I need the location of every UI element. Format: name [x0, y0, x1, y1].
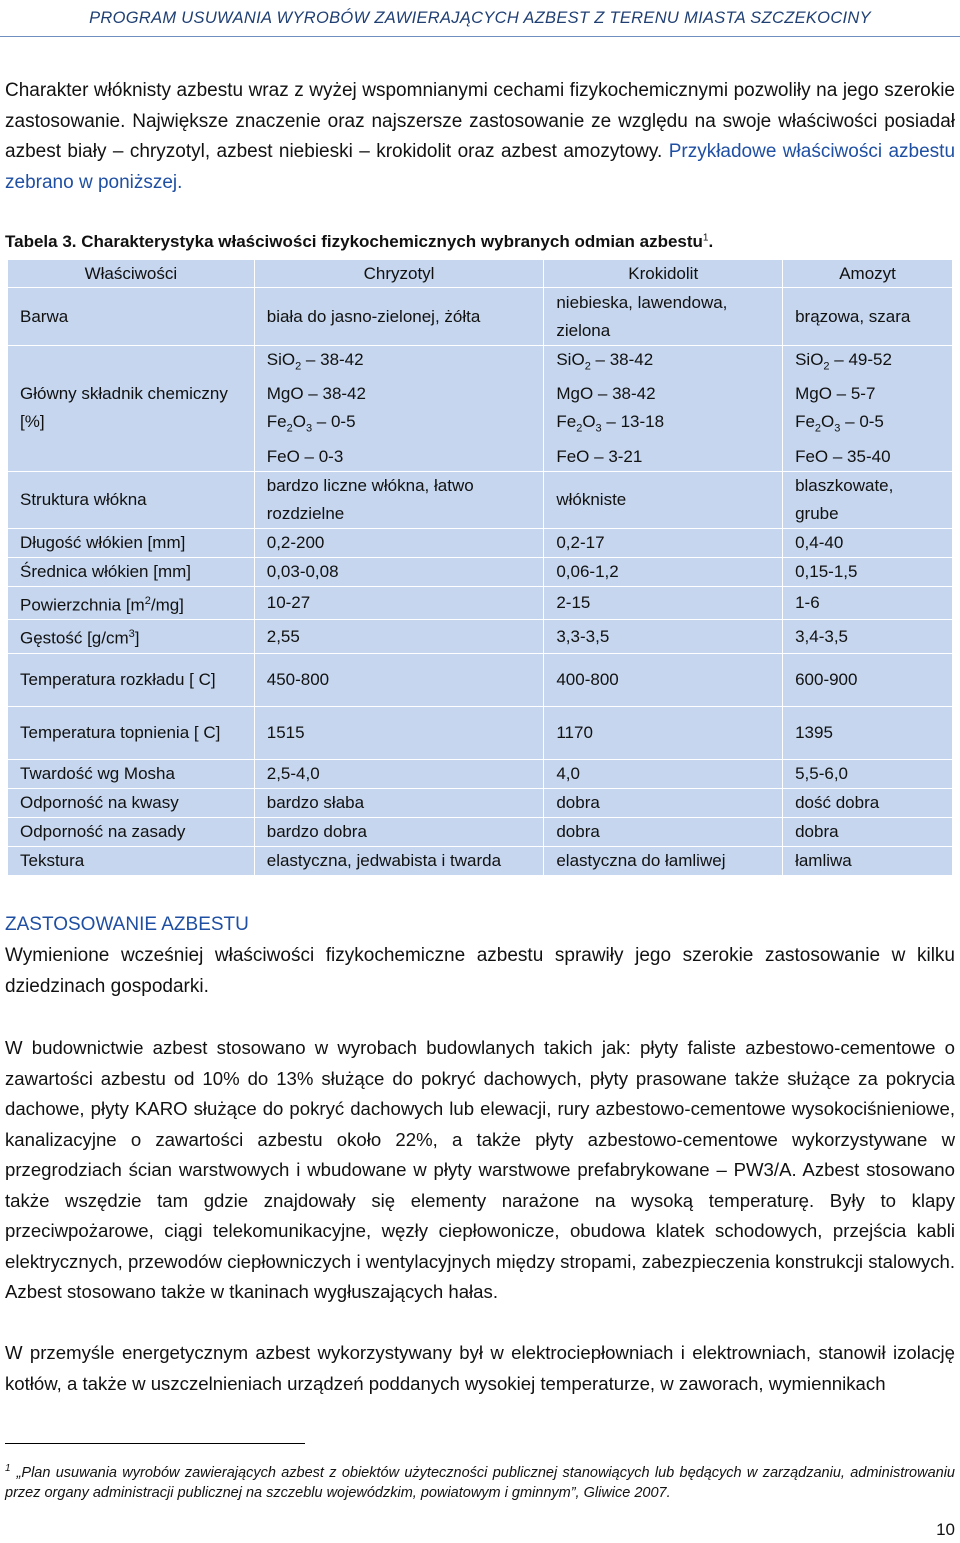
- composition-cell: SiO$_2$ – 49-52 MgO – 5-7 $Fe_2O_3 - 0-5$ FeO – 35-40: [783, 346, 953, 472]
- table-cell: bardzo słaba: [254, 789, 544, 818]
- table-cell: bardzo liczne włókna, łatwo rozdzielne: [254, 471, 544, 528]
- footnote-text: „Plan usuwania wyrobów zawierających azbest z obiektów użyteczności publicznej stanowiących lub będących w zarządzaniu, administrowaniu przez organy administracji publicznej na szczeblu wojewódzkim, powiatowym i gminnym”, Gliwice 2007.: [5, 1464, 955, 1501]
- table-row: [8, 528, 953, 557]
- table-cell: Temperatura rozkładu [ C]: [8, 654, 255, 707]
- intro-text: Charakter włóknisty azbestu wraz z wyżej wspomnianymi cechami fizykochemicznymi pozwoliły na jego szerokie zastosowanie. Największe znaczenie oraz najszersze zastosowanie ze względu na swoje właściwości posiadał azbest biały – chryzotyl, azbest niebieski – krokidolit oraz azbest amozytowy.: [5, 80, 955, 162]
- table-cell: Temperatura topnienia [ C]: [8, 707, 255, 760]
- intro-paragraph: [5, 76, 955, 198]
- table-cell: biała do jasno-zielonej, żółta: [254, 288, 544, 346]
- table-cell: 0,4-40: [783, 528, 953, 557]
- table-cell: dobra: [544, 789, 783, 818]
- table-cell: 10-27: [254, 586, 544, 620]
- table-row: [8, 557, 953, 586]
- table-cell: 2-15: [544, 586, 783, 620]
- table-cell: elastyczna, jedwabista i twarda: [254, 847, 544, 876]
- table-cell: dobra: [544, 818, 783, 847]
- section-paragraph-1: Wymienione wcześniej właściwości fizykochemiczne azbestu sprawiły jego szerokie zastosowanie w kilku dziedzinach gospodarki.: [5, 945, 955, 997]
- table-cell: dość dobra: [783, 789, 953, 818]
- table-cell: niebieska, lawendowa, zielona: [544, 288, 783, 346]
- table-row: [8, 471, 953, 528]
- section-paragraph-2: W budownictwie azbest stosowano w wyrobach budowlanych takich jak: płyty faliste azbestowo-cementowe o zawartości azbestu od 10% do 13% służące do pokryć dachowych, płyty prasowane także służące za pokrycia dachowe, płyty KARO służące do pokryć dachowych lub elewacji, rury azbestowo-cementowe wysokociśnieniowe, kanalizacyjne o zawartości azbestu około 22%, a także płyty azbestowo-cementowe wykorzystywane w przegrodziach ścian warstwowych i wbudowane w płyty warstwowe prefabrykowane – PW3/A. Azbest stosowano także wszędzie tam gdzie znajdowały się elementy narażone na wysoką temperaturę. Były to klapy przeciwpożarowe, ciągi telekomunikacyjne, węzły ciepłowonicze, obudowa klatek schodowych, przejścia kabli elektrycznych, przewodów ciepłowniczych i wentylacyjnych między stropami, zabezpieczenia konstrukcji stalowych. Azbest stosowano także w tkaninach wygłuszających hałas.: [5, 1037, 955, 1302]
- table-cell: Powierzchnia $[m^2/mg]$: [8, 586, 255, 620]
- footnote-rule: [5, 1443, 305, 1444]
- table-header-row: [8, 260, 953, 288]
- table-row: [8, 789, 953, 818]
- table-cell: włókniste: [544, 471, 783, 528]
- table-caption-text: Tabela 3. Charakterystyka właściwości fizykochemicznych wybranych odmian azbestu: [5, 232, 703, 251]
- table-caption: Tabela 3. Charakterystyka właściwości fizykochemicznych wybranych odmian azbestu$^1$.: [5, 232, 714, 251]
- table-cell: 5,5-6,0: [783, 760, 953, 789]
- table-cell: 2,5-4,0: [254, 760, 544, 789]
- section-paragraph-3: W przemyśle energetycznym azbest wykorzystywany był w elektrociepłowniach i elektrowniach, stanowił izolację kotłów, a także w uszczelnieniach urządzeń poddanych wysokiej temperaturze, w zaworach, wymiennikach: [5, 1342, 955, 1394]
- table-row: [8, 707, 953, 760]
- table-row: [8, 346, 953, 472]
- table-cell: bardzo dobra: [254, 818, 544, 847]
- table-cell: 0,15-1,5: [783, 557, 953, 586]
- table-cell: Długość włókien [mm]: [8, 528, 255, 557]
- table-row: [8, 847, 953, 876]
- footnote-number: 1: [5, 1463, 11, 1474]
- table-cell: 450-800: [254, 654, 544, 707]
- header-rule: [0, 36, 960, 37]
- composition-cell: SiO$_2$ – 38-42 MgO – 38-42 $Fe_2O_3 - 13-18$ FeO – 3-21: [544, 346, 783, 472]
- header-cell: Krokidolit: [544, 260, 783, 288]
- table-cell: Struktura włókna: [8, 471, 255, 528]
- table-cell: 2,55: [254, 620, 544, 654]
- table-cell: 1515: [254, 707, 544, 760]
- section-title: ZASTOSOWANIE AZBESTU: [5, 914, 249, 935]
- composition-cell: SiO$_2$ – 38-42 MgO – 38-42 $Fe_2O_3 - 0-5$ FeO – 0-3: [254, 346, 544, 472]
- table-cell: Twardość wg Mosha: [8, 760, 255, 789]
- page-number: 10: [936, 1520, 955, 1539]
- table-cell: 400-800: [544, 654, 783, 707]
- table-cell: 0,06-1,2: [544, 557, 783, 586]
- footnote-ref[interactable]: 1: [702, 232, 709, 244]
- table-cell: 4,0: [544, 760, 783, 789]
- table-cell: Główny składnik chemiczny [%]: [8, 346, 255, 472]
- table-cell: Gęstość $[g/cm^3]$: [8, 620, 255, 654]
- table-cell: blaszkowate, grube: [783, 471, 953, 528]
- table-cell: brązowa, szara: [783, 288, 953, 346]
- table-row: [8, 288, 953, 346]
- header-cell: Właściwości: [8, 260, 255, 288]
- table-cell: Odporność na kwasy: [8, 789, 255, 818]
- running-header: PROGRAM USUWANIA WYROBÓW ZAWIERAJĄCYCH AZBEST Z TERENU MIASTA SZCZEKOCINY: [89, 8, 871, 27]
- table-row: [8, 586, 953, 620]
- table-cell: łamliwa: [783, 847, 953, 876]
- table-cell: 0,03-0,08: [254, 557, 544, 586]
- table-row: [8, 760, 953, 789]
- table-cell: 1-6: [783, 586, 953, 620]
- table-cell: Tekstura: [8, 847, 255, 876]
- table-cell: Barwa: [8, 288, 255, 346]
- header-cell: Chryzotyl: [254, 260, 544, 288]
- table-row: [8, 818, 953, 847]
- table-cell: elastyczna do łamliwej: [544, 847, 783, 876]
- table-cell: dobra: [783, 818, 953, 847]
- table-cell: 1170: [544, 707, 783, 760]
- asbestos-properties-table: [7, 259, 953, 876]
- table-cell: 0,2-200: [254, 528, 544, 557]
- footnote: [5, 1459, 955, 1503]
- table-cell: 0,2-17: [544, 528, 783, 557]
- table-row: [8, 654, 953, 707]
- table-cell: 3,4-3,5: [783, 620, 953, 654]
- table-cell: 1395: [783, 707, 953, 760]
- table-row: [8, 620, 953, 654]
- table-cell: Odporność na zasady: [8, 818, 255, 847]
- header-cell: Amozyt: [783, 260, 953, 288]
- table-cell: Średnica włókien [mm]: [8, 557, 255, 586]
- table-cell: 3,3-3,5: [544, 620, 783, 654]
- intro-text-tail: Przykładowe właściwości azbestu zebrano w poniższej.: [5, 141, 956, 193]
- table-cell: 600-900: [783, 654, 953, 707]
